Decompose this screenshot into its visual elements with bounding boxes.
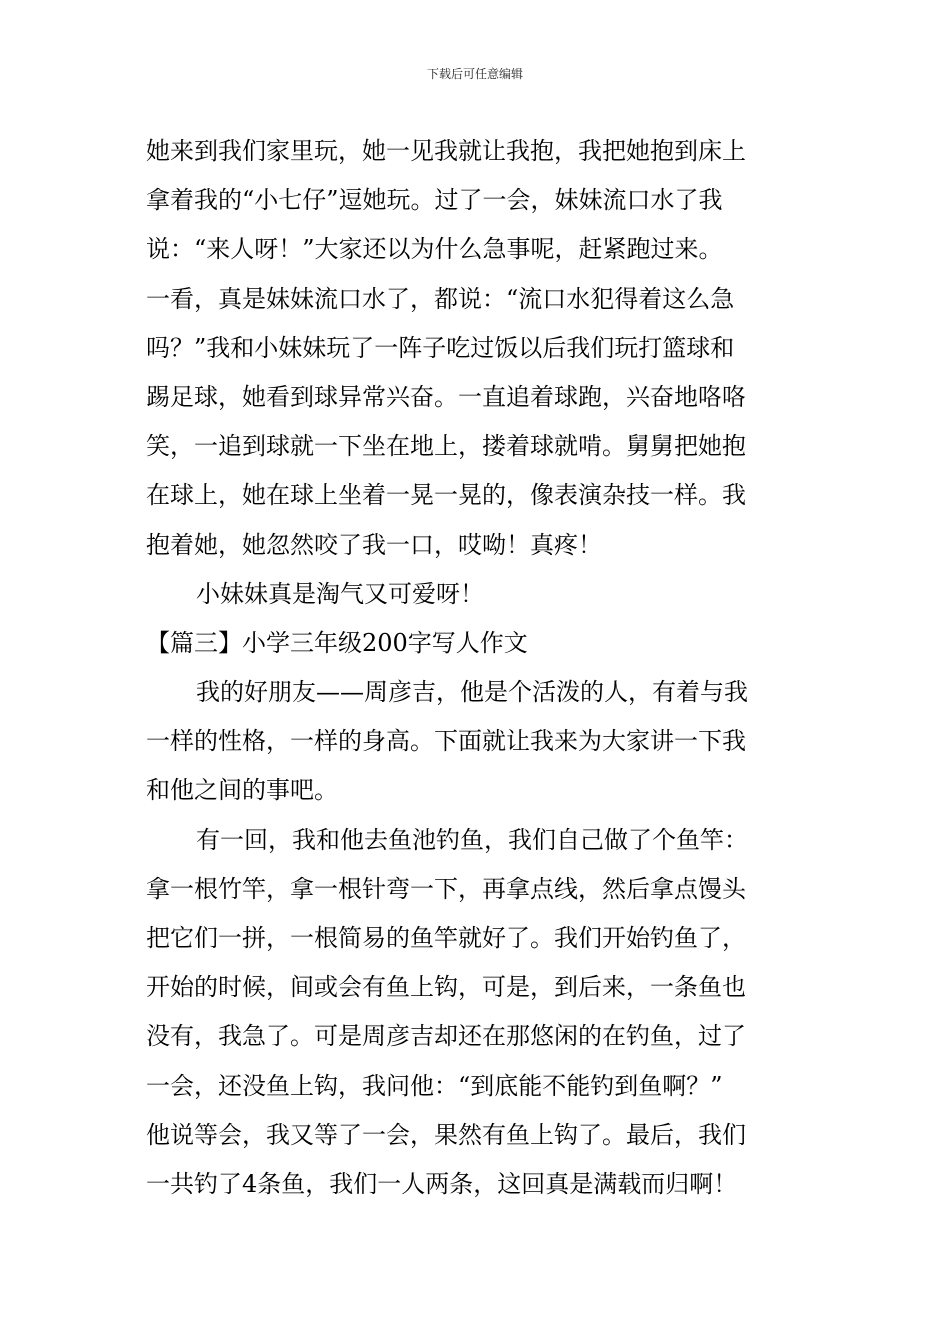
- text-line: 拿一根竹竿，拿一根针弯一下，再拿点线，然后拿点馒头: [146, 874, 746, 903]
- text-line: 把它们一拼，一根简易的鱼竿就好了。我们开始钓鱼了，: [146, 924, 746, 952]
- text-line: 一会，还没鱼上钩，我问他：“到底能不能钓到鱼啊？”: [146, 1071, 723, 1100]
- text-line: 说：“来人呀！”大家还以为什么急事呢，赶紧跑过来。: [146, 235, 723, 264]
- text-line: 一样的性格，一样的身高。下面就让我来为大家讲一下我: [146, 727, 746, 756]
- paragraph-start-line: 有一回，我和他去鱼池钓鱼，我们自己做了个鱼竿：: [196, 825, 748, 854]
- text-line: 抱着她，她忽然咬了我一口，哎呦！真疼！: [146, 530, 602, 559]
- paragraph-closing-line: 小妹妹真是淘气又可爱呀！: [196, 579, 484, 608]
- paragraph-start-line: 我的好朋友——周彦吉，他是个活泼的人，有着与我: [196, 678, 748, 707]
- text-line: 拿着我的“小七仔”逗她玩。过了一会，妹妹流口水了我: [146, 186, 723, 215]
- text-line: 她来到我们家里玩，她一见我就让我抱，我把她抱到床上: [146, 137, 746, 165]
- text-line: 笑，一追到球就一下坐在地上，搂着球就啃。舅舅把她抱: [146, 432, 746, 461]
- text-line: 一共钓了4条鱼，我们一人两条，这回真是满载而归啊！: [146, 1169, 738, 1198]
- text-line: 开始的时候，间或会有鱼上钩，可是，到后来，一条鱼也: [146, 973, 746, 1002]
- page-header-note: 下载后可任意编辑: [426, 67, 523, 81]
- document-body: [146, 127, 810, 1209]
- text-line: 和他之间的事吧。: [146, 776, 338, 805]
- text-line: 没有，我急了。可是周彦吉却还在那悠闲的在钓鱼，过了: [146, 1022, 746, 1051]
- text-line: 他说等会，我又等了一会，果然有鱼上钩了。最后，我们: [146, 1120, 746, 1149]
- text-line: 在球上，她在球上坐着一晃一晃的，像表演杂技一样。我: [146, 481, 746, 510]
- text-line: 踢足球，她看到球异常兴奋。一直追着球跑，兴奋地咯咯: [146, 382, 746, 411]
- text-line: 吗？”我和小妹妹玩了一阵子吃过饭以后我们玩打篮球和: [146, 333, 735, 362]
- section-heading: 【篇三】小学三年级200字写人作文: [146, 628, 528, 657]
- text-line: 一看，真是妹妹流口水了，都说：“流口水犯得着这么急: [146, 284, 735, 313]
